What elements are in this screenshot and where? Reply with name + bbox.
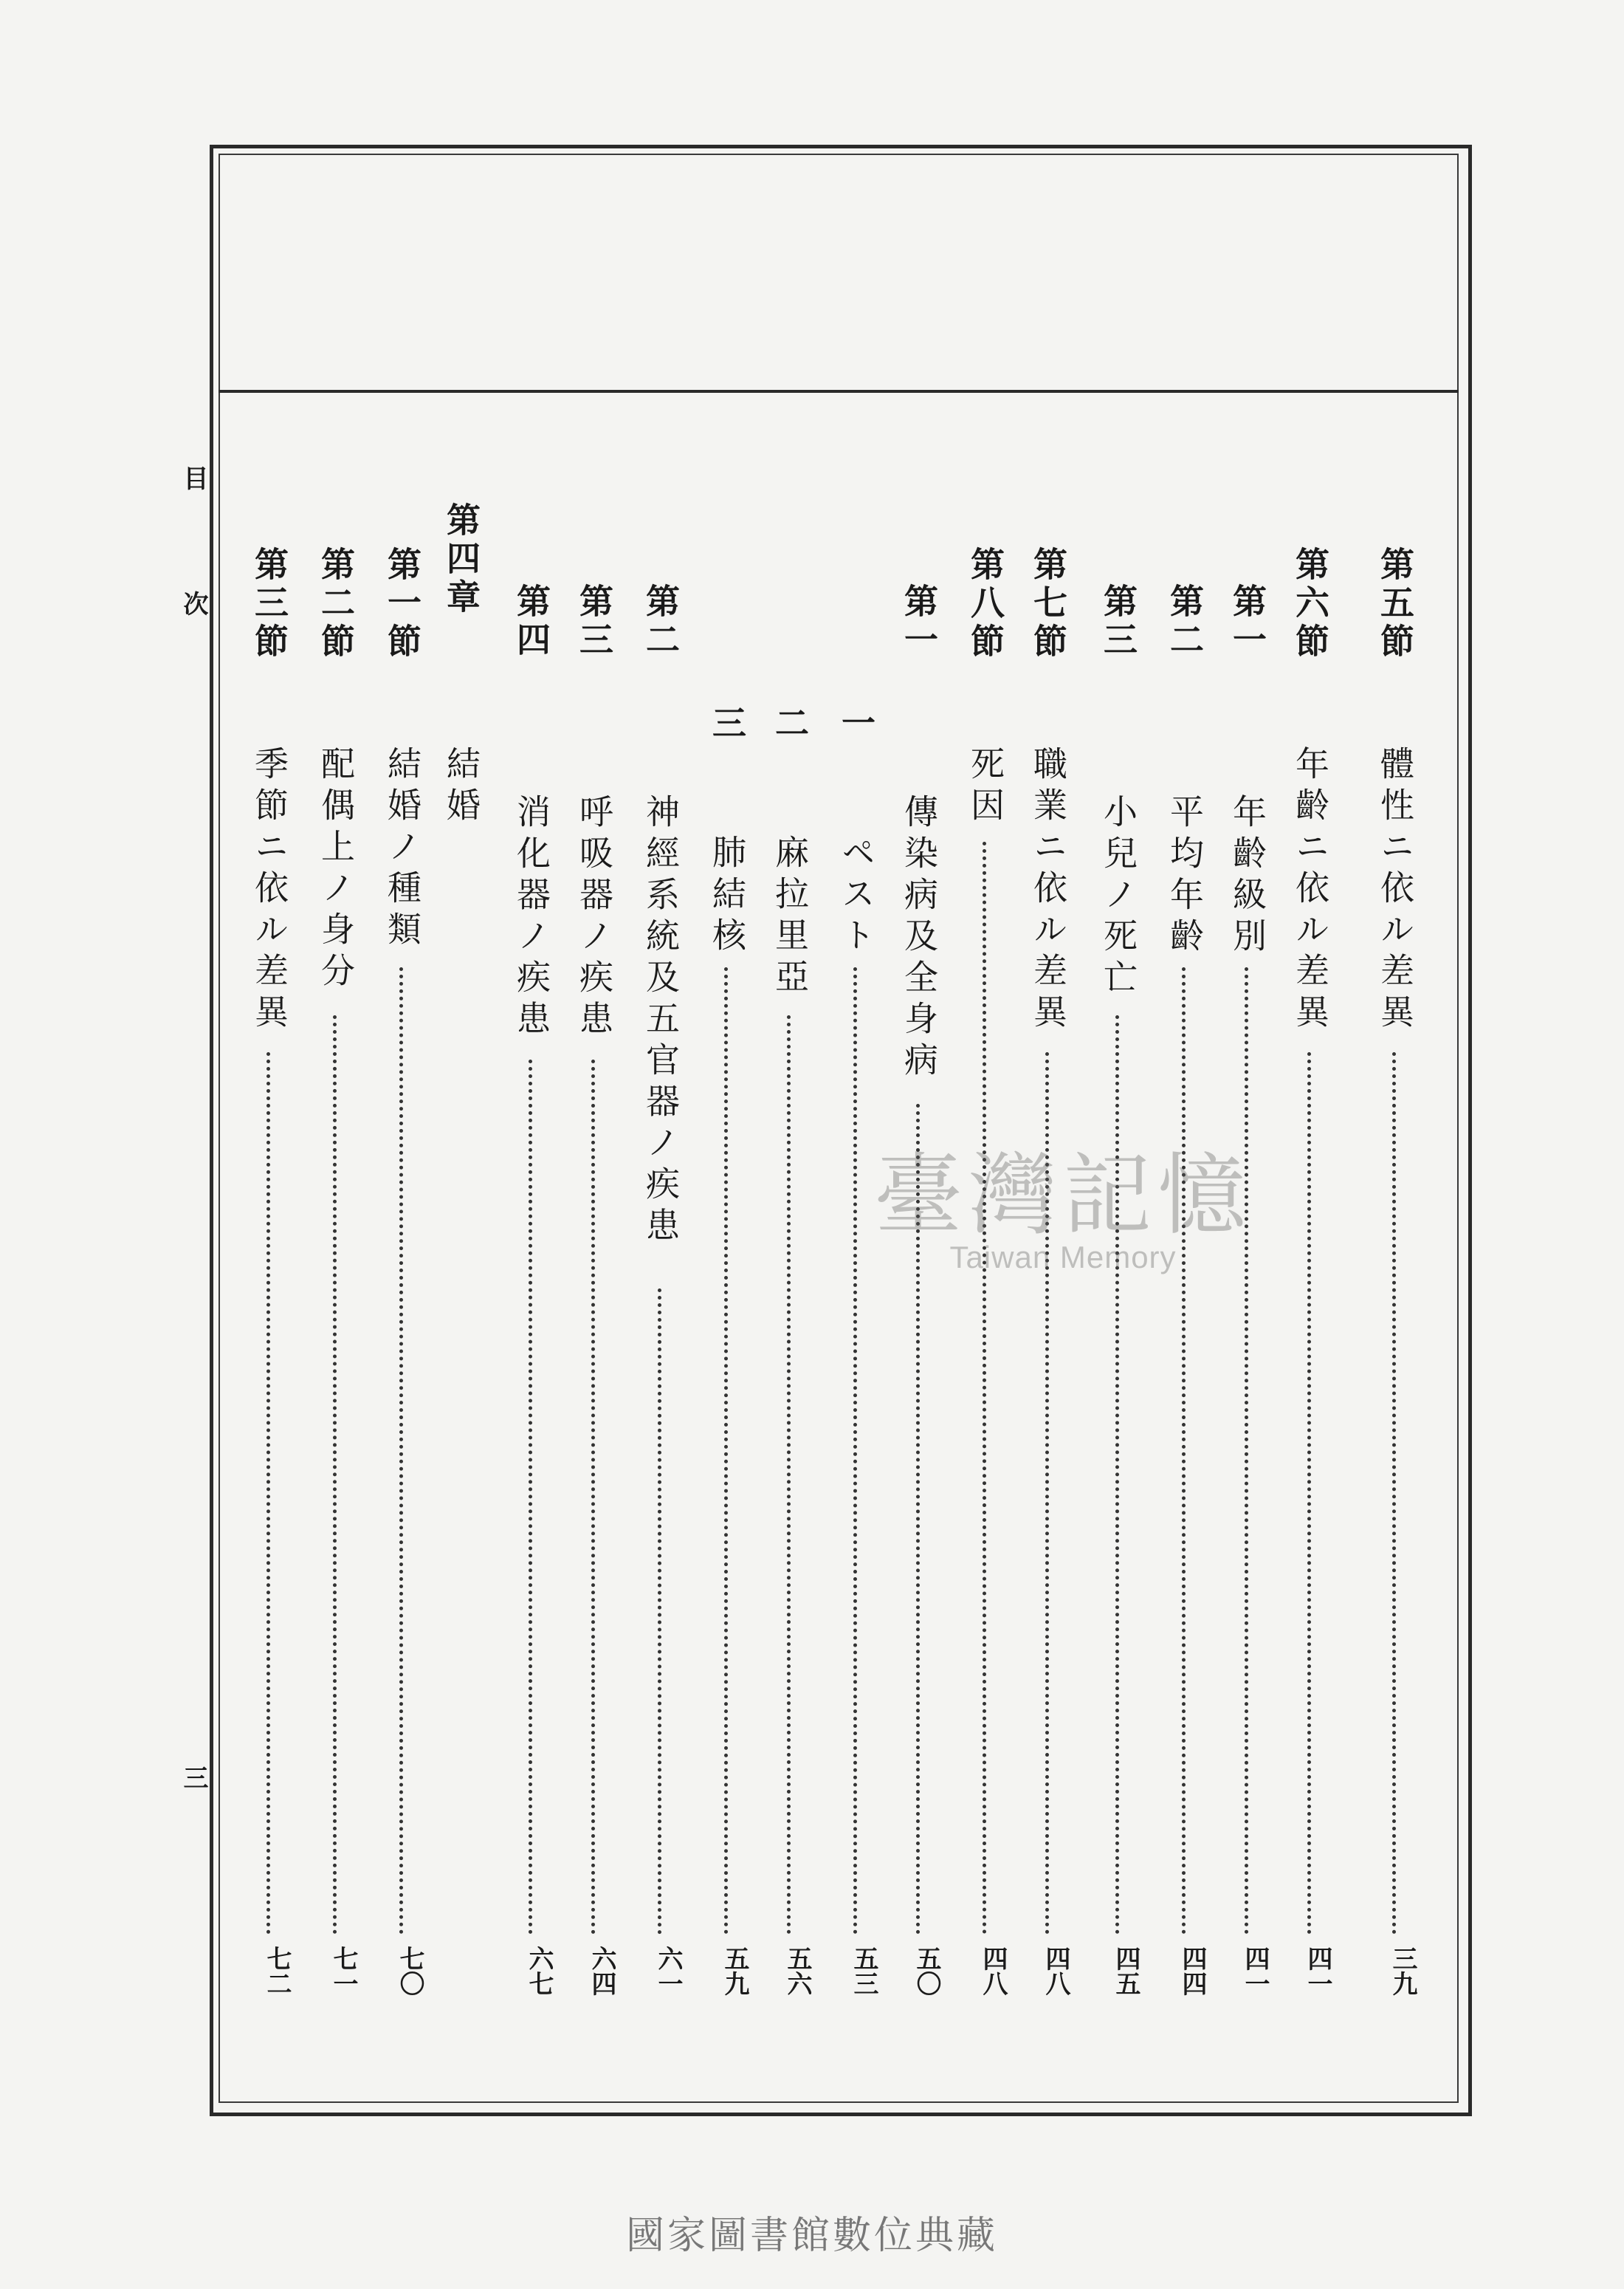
- toc-label: 三: [707, 705, 747, 744]
- toc-entry: [1290, 0, 1331, 1994]
- margin-mu: 目: [179, 465, 208, 490]
- toc-entry: [511, 0, 552, 1994]
- toc-page-number: 五三: [849, 1946, 878, 1996]
- toc-label: 一: [836, 705, 876, 744]
- toc-title: ペスト: [836, 834, 876, 958]
- toc-title: 體性ニ依ル差異: [1375, 746, 1415, 1035]
- toc-title: 死因: [966, 746, 1005, 828]
- toc-title: 呼吸器ノ疾患: [574, 794, 614, 1042]
- toc-label: 二: [770, 705, 810, 744]
- toc-label: 第三: [574, 583, 614, 660]
- toc-leader-dots: [983, 842, 986, 1935]
- toc-leader-dots: [1245, 967, 1248, 1935]
- toc-page-number: 五九: [720, 1946, 749, 1996]
- toc-entry: [706, 0, 748, 1994]
- toc-leader-dots: [591, 1060, 595, 1935]
- toc-entry: [898, 0, 940, 1994]
- toc-leader-dots: [724, 967, 728, 1935]
- toc-title: 職業ニ依ル差異: [1028, 746, 1068, 1035]
- toc-title: 小兒ノ死亡: [1098, 794, 1138, 1001]
- toc-entry: [249, 0, 290, 1994]
- toc-page-number: 七一: [328, 1946, 358, 1996]
- toc-label: 第四: [512, 583, 551, 660]
- toc-label: 第二: [641, 583, 681, 660]
- toc-entry: [382, 0, 423, 1994]
- toc-label: 第二: [1165, 583, 1205, 660]
- toc-title: 結婚ノ種類: [382, 746, 422, 953]
- margin-page-number: 三: [179, 1765, 208, 1790]
- toc-entry: [574, 0, 615, 1994]
- watermark-cjk: 臺灣記憶: [874, 1144, 1252, 1247]
- toc-page-number: 七〇: [395, 1946, 424, 1996]
- toc-label: 第一: [899, 583, 939, 660]
- toc-page-number: 四一: [1240, 1946, 1270, 1996]
- toc-label: 第一: [1228, 583, 1267, 660]
- toc-entry: [1374, 0, 1416, 1994]
- toc-page-number: 五〇: [912, 1946, 941, 1996]
- toc-label: 第二節: [316, 546, 356, 662]
- toc-entry: [1098, 0, 1139, 1994]
- toc-leader-dots: [529, 1060, 532, 1935]
- toc-label: 第六節: [1290, 546, 1330, 662]
- toc-title: 平均年齡: [1165, 794, 1205, 959]
- toc-page-number: 三九: [1388, 1946, 1417, 1996]
- toc-label: 第七節: [1028, 546, 1068, 662]
- toc-leader-dots: [266, 1052, 270, 1935]
- toc-title: 肺結核: [707, 834, 747, 958]
- toc-label: 第五節: [1375, 546, 1415, 662]
- toc-page-number: 六一: [653, 1946, 683, 1996]
- toc-entry: [640, 0, 681, 1994]
- toc-leader-dots: [1182, 967, 1186, 1935]
- toc-page-number: 七二: [262, 1946, 292, 1996]
- toc-page-number: 六七: [524, 1946, 554, 1996]
- toc-entry: [1028, 0, 1069, 1994]
- toc-entry: [769, 0, 811, 1994]
- toc-title: 季節ニ依ル差異: [250, 746, 289, 1035]
- toc-title: 年齡級別: [1228, 794, 1267, 959]
- toc-page-number: 四八: [978, 1946, 1008, 1996]
- watermark-en: Taiwan Memory: [949, 1240, 1177, 1274]
- toc-title: 消化器ノ疾患: [512, 794, 551, 1042]
- toc-leader-dots: [1307, 1052, 1311, 1935]
- toc-leader-dots: [658, 1288, 661, 1935]
- toc-label: 第四章: [441, 502, 481, 617]
- watermark: [819, 1144, 1307, 1288]
- margin-ci: 次: [179, 591, 208, 616]
- toc-leader-dots: [1392, 1052, 1396, 1935]
- toc-entry: [965, 0, 1006, 1994]
- toc-entry: [1164, 0, 1205, 1994]
- toc-page-number: 四一: [1303, 1946, 1332, 1996]
- toc-page-number: 四五: [1111, 1946, 1140, 1996]
- toc-title: 結婚: [441, 746, 481, 828]
- toc-title: 神經系統及五官器ノ疾患: [641, 794, 681, 1249]
- toc-page-number: 五六: [782, 1946, 812, 1996]
- toc-label: 第八節: [966, 546, 1005, 662]
- toc-leader-dots: [333, 1015, 337, 1935]
- toc-leader-dots: [787, 1015, 791, 1935]
- toc-title: 麻拉里亞: [770, 834, 810, 1000]
- toc-label: 第一節: [382, 546, 422, 662]
- toc-page-number: 四八: [1041, 1946, 1070, 1996]
- toc-leader-dots: [853, 967, 857, 1935]
- toc-label: 第三節: [250, 546, 289, 662]
- toc-title: 傳染病及全身病: [899, 794, 939, 1083]
- toc-title: 配偶上ノ身分: [316, 746, 356, 994]
- toc-page-number: 六四: [587, 1946, 616, 1996]
- toc-page-number: 四四: [1177, 1946, 1207, 1996]
- toc-entry: [1227, 0, 1268, 1994]
- toc-label: 第三: [1098, 583, 1138, 660]
- toc-entry: [315, 0, 357, 1994]
- toc-leader-dots: [399, 967, 403, 1935]
- footer-credit: 國家圖書館數位典藏: [625, 2214, 998, 2258]
- toc-entry: [836, 0, 877, 1994]
- toc-title: 年齡ニ依ル差異: [1290, 746, 1330, 1035]
- toc-entry: [441, 0, 482, 1994]
